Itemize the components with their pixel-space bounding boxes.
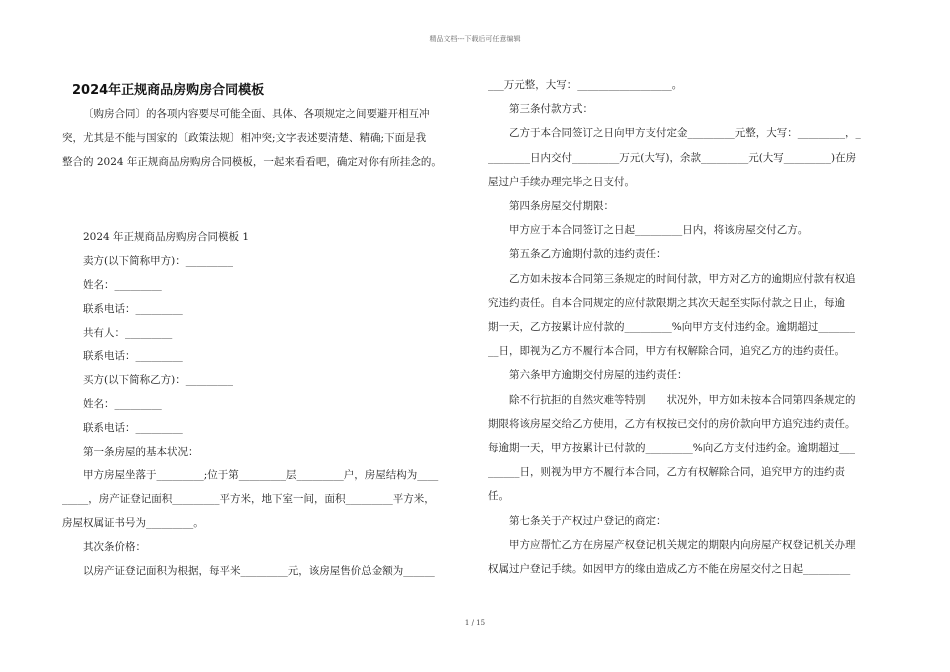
- body-line: 买方(以下简称乙方)：_________: [83, 374, 233, 387]
- intro-line: 整合的 2024 年正规商品房购房合同模板，一起来看看吧，确定对你有所挂念的。: [62, 155, 442, 168]
- article-heading: 第三条付款方式：: [509, 103, 593, 116]
- left-column: [62, 73, 470, 583]
- page-number: 1 / 15: [464, 619, 486, 627]
- body-line: 卖方(以下简称甲方)：_________: [83, 255, 233, 268]
- body-line: 甲方应于本合同签订之日起_________日内，将该房屋交付乙方。: [509, 224, 809, 237]
- body-line: 乙方于本合同签订之日向甲方支付定金_________元整，大写：_________，_: [509, 127, 861, 140]
- body-line: 究违约责任。自本合同规定的应付款限期之其次天起至实际付款之日止，每逾: [488, 296, 845, 309]
- body-line: 联系电话：_________: [83, 421, 183, 434]
- article-heading: 第一条房屋的基本状况：: [83, 445, 199, 458]
- right-column: [488, 73, 883, 581]
- article-heading: 第六条甲方逾期交付房屋的违约责任：: [509, 369, 688, 382]
- body-line: 甲方应帮忙乙方在房屋产权登记机关规定的期限内向房屋产权登记机关办理: [509, 538, 856, 551]
- article-heading: 第五条乙方逾期付款的违约责任：: [509, 248, 667, 261]
- body-line: ________日内交付_________万元(大写)，余款_________元(大写_________)在房: [488, 151, 857, 164]
- document-title: 2024年正规商品房购房合同模板: [72, 83, 265, 98]
- intro-line: 突，尤其是不能与国家的〔政策法规〕相冲突;文字表述要清楚、精确;下面是我: [62, 131, 427, 144]
- body-line: 每逾期一天，甲方按累计已付款的_________%向乙方支付违约金。逾期超过___: [488, 442, 855, 455]
- body-line: 房屋权属证书号为_________。: [62, 516, 204, 529]
- body-line: ___万元整，大写：__________________。: [488, 79, 683, 91]
- body-line: 联系电话：_________: [83, 302, 183, 315]
- page-header: 精品文档---下载后可任意编辑: [429, 35, 521, 43]
- article-heading: 第四条房屋交付期限：: [509, 200, 614, 213]
- body-line: 甲方房屋坐落于_________;位于第_________层_________户，房屋结构为____: [83, 469, 439, 482]
- body-line: 乙方如未按本合同第三条规定的时间付款，甲方对乙方的逾期应付款有权追: [509, 272, 856, 285]
- body-line: 以房产证登记面积为根据，每平米_________元，该房屋售价总金额为______: [83, 564, 435, 577]
- article-heading: 第七条关于产权过户登记的商定：: [509, 514, 667, 527]
- body-line: 权属过户登记手续。如因甲方的缘由造成乙方不能在房屋交付之日起_________: [488, 563, 851, 576]
- section-heading: 2024 年正规商品房购房合同模板 1: [83, 231, 250, 244]
- intro-line: 〔购房合同〕的各项内容要尽可能全面、具体、各项规定之间要避开相互冲: [83, 108, 430, 120]
- body-line: 姓名：_________: [83, 397, 162, 410]
- body-line: 共有人：_________: [83, 326, 173, 339]
- body-line: 期限将该房屋交给乙方使用，乙方有权按已交付的房价款向甲方追究违约责任。: [488, 417, 856, 430]
- article-heading: 其次条价格：: [83, 540, 146, 553]
- body-line: 期一天，乙方按累计应付款的_________%向甲方支付违约金。逾期超过_______: [488, 321, 855, 334]
- body-line: _____，房产证登记面积_________平方米，地下室一间，面积_________平方米，: [62, 493, 435, 506]
- body-line: __日，即视为乙方不履行本合同，甲方有权解除合同，追究乙方的违约责任。: [488, 345, 845, 358]
- spacer: [62, 174, 470, 226]
- body-line: 除不行抗拒的自然灾难等特别 状况外，甲方如未按本合同第四条规定的: [509, 393, 856, 406]
- body-line: 联系电话：_________: [83, 350, 183, 363]
- body-line: 姓名：_________: [83, 278, 162, 291]
- body-line: 任。: [488, 490, 509, 503]
- body-line: ______日，则视为甲方不履行本合同，乙方有权解除合同，追究甲方的违约责: [488, 466, 845, 479]
- body-line: 屋过户手续办理完毕之日支付。: [488, 175, 635, 188]
